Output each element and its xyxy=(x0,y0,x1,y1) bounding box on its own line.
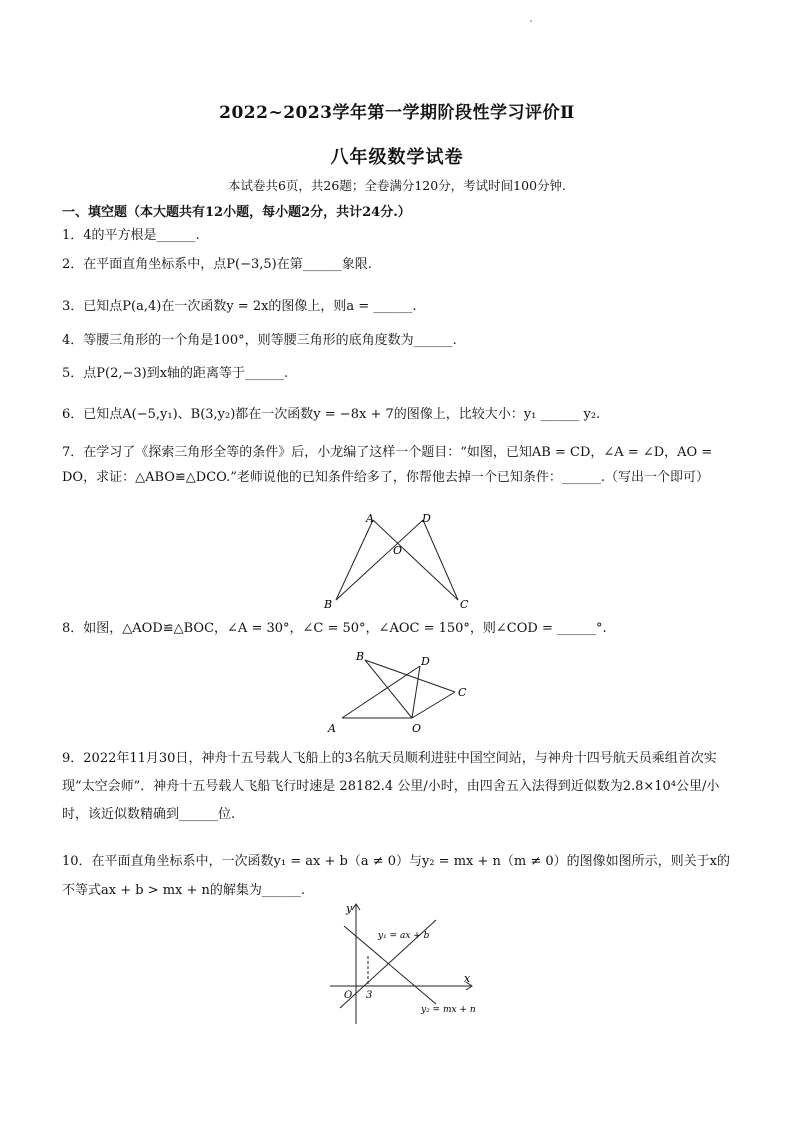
figure-q7 xyxy=(318,510,478,612)
section-heading-fill-in: 一、填空题（本大题共有12小题，每小题2分，共计24分.） xyxy=(62,205,411,220)
question-1: 1．4的平方根是______. xyxy=(62,228,200,243)
exam-title: 2022~2023学年第一学期阶段性学习评价Ⅱ xyxy=(219,103,575,123)
question-10: 10．在平面直角坐标系中，一次函数y₁ = ax + b（a ≠ 0）与y₂ = mx + n（m ≠ 0）的图像如图所示，则关于x的不等式ax + b > mx + n的解集为______. xyxy=(62,854,730,898)
label-C: C xyxy=(460,598,469,611)
question-2: 2．在平面直角坐标系中，点P(−3,5)在第______象限. xyxy=(62,257,372,272)
label-D: D xyxy=(421,655,430,668)
label-line-y2: y₂ = mx + n xyxy=(421,1005,476,1015)
label-A: A xyxy=(366,512,374,525)
question-3: 3．已知点P(a,4)在一次函数y = 2x的图像上，则a = ______. xyxy=(62,299,417,314)
figure-q8 xyxy=(320,648,480,738)
label-y-axis: y xyxy=(346,902,353,915)
question-9: 9．2022年11月30日，神舟十五号载人飞船上的3名航天员顺利进驻中国空间站，与神舟十四号航天员乘组首次实现“太空会师”．神舟十五号载人飞船飞行时速是 28182.4 公里/小时，由四舍五入法得到近似数为2.8×10⁴公里/小时，该近似数精确到______位. xyxy=(62,751,720,822)
label-origin: O xyxy=(344,990,353,1001)
label-B: B xyxy=(324,598,333,611)
label-B: B xyxy=(356,650,365,663)
label-C: C xyxy=(458,686,467,699)
question-8: 8．如图，△AOD≌△BOC，∠A = 30°，∠C = 50°，∠AOC = 150°，则∠COD = ______°. xyxy=(62,621,607,636)
label-D: D xyxy=(422,512,431,525)
label-O: O xyxy=(393,544,403,557)
question-5: 5．点P(2,−3)到x轴的距离等于______. xyxy=(62,366,289,381)
question-7: 7．在学习了《探索三角形全等的条件》后，小龙编了这样一个题目：“如图，已知AB = CD，∠A = ∠D，AO = DO，求证：△ABO≌△DCO.”老师说他的已知条件给多了，你帮他去掉一个已知条件：______.（写出一个即可） xyxy=(62,445,713,485)
question-6: 6．已知点A(−5,y₁)、B(3,y₂)都在一次函数y = −8x + 7的图像上，比较大小：y₁ ______ y₂. xyxy=(62,407,601,422)
scan-dot xyxy=(530,20,532,22)
label-x-3: 3 xyxy=(366,990,373,1001)
exam-subtitle: 八年级数学试卷 xyxy=(330,147,464,168)
label-line-y1: y₁ = ax + b xyxy=(378,931,430,941)
label-x-axis: x xyxy=(464,972,471,985)
figure-q10 xyxy=(326,900,476,1028)
exam-intro: 本试卷共6页，共26题；全卷满分120分，考试时间100分钟. xyxy=(227,178,567,193)
question-4: 4．等腰三角形的一个角是100°，则等腰三角形的底角度数为______. xyxy=(62,333,457,348)
label-A: A xyxy=(328,722,336,735)
label-O: O xyxy=(412,722,422,735)
